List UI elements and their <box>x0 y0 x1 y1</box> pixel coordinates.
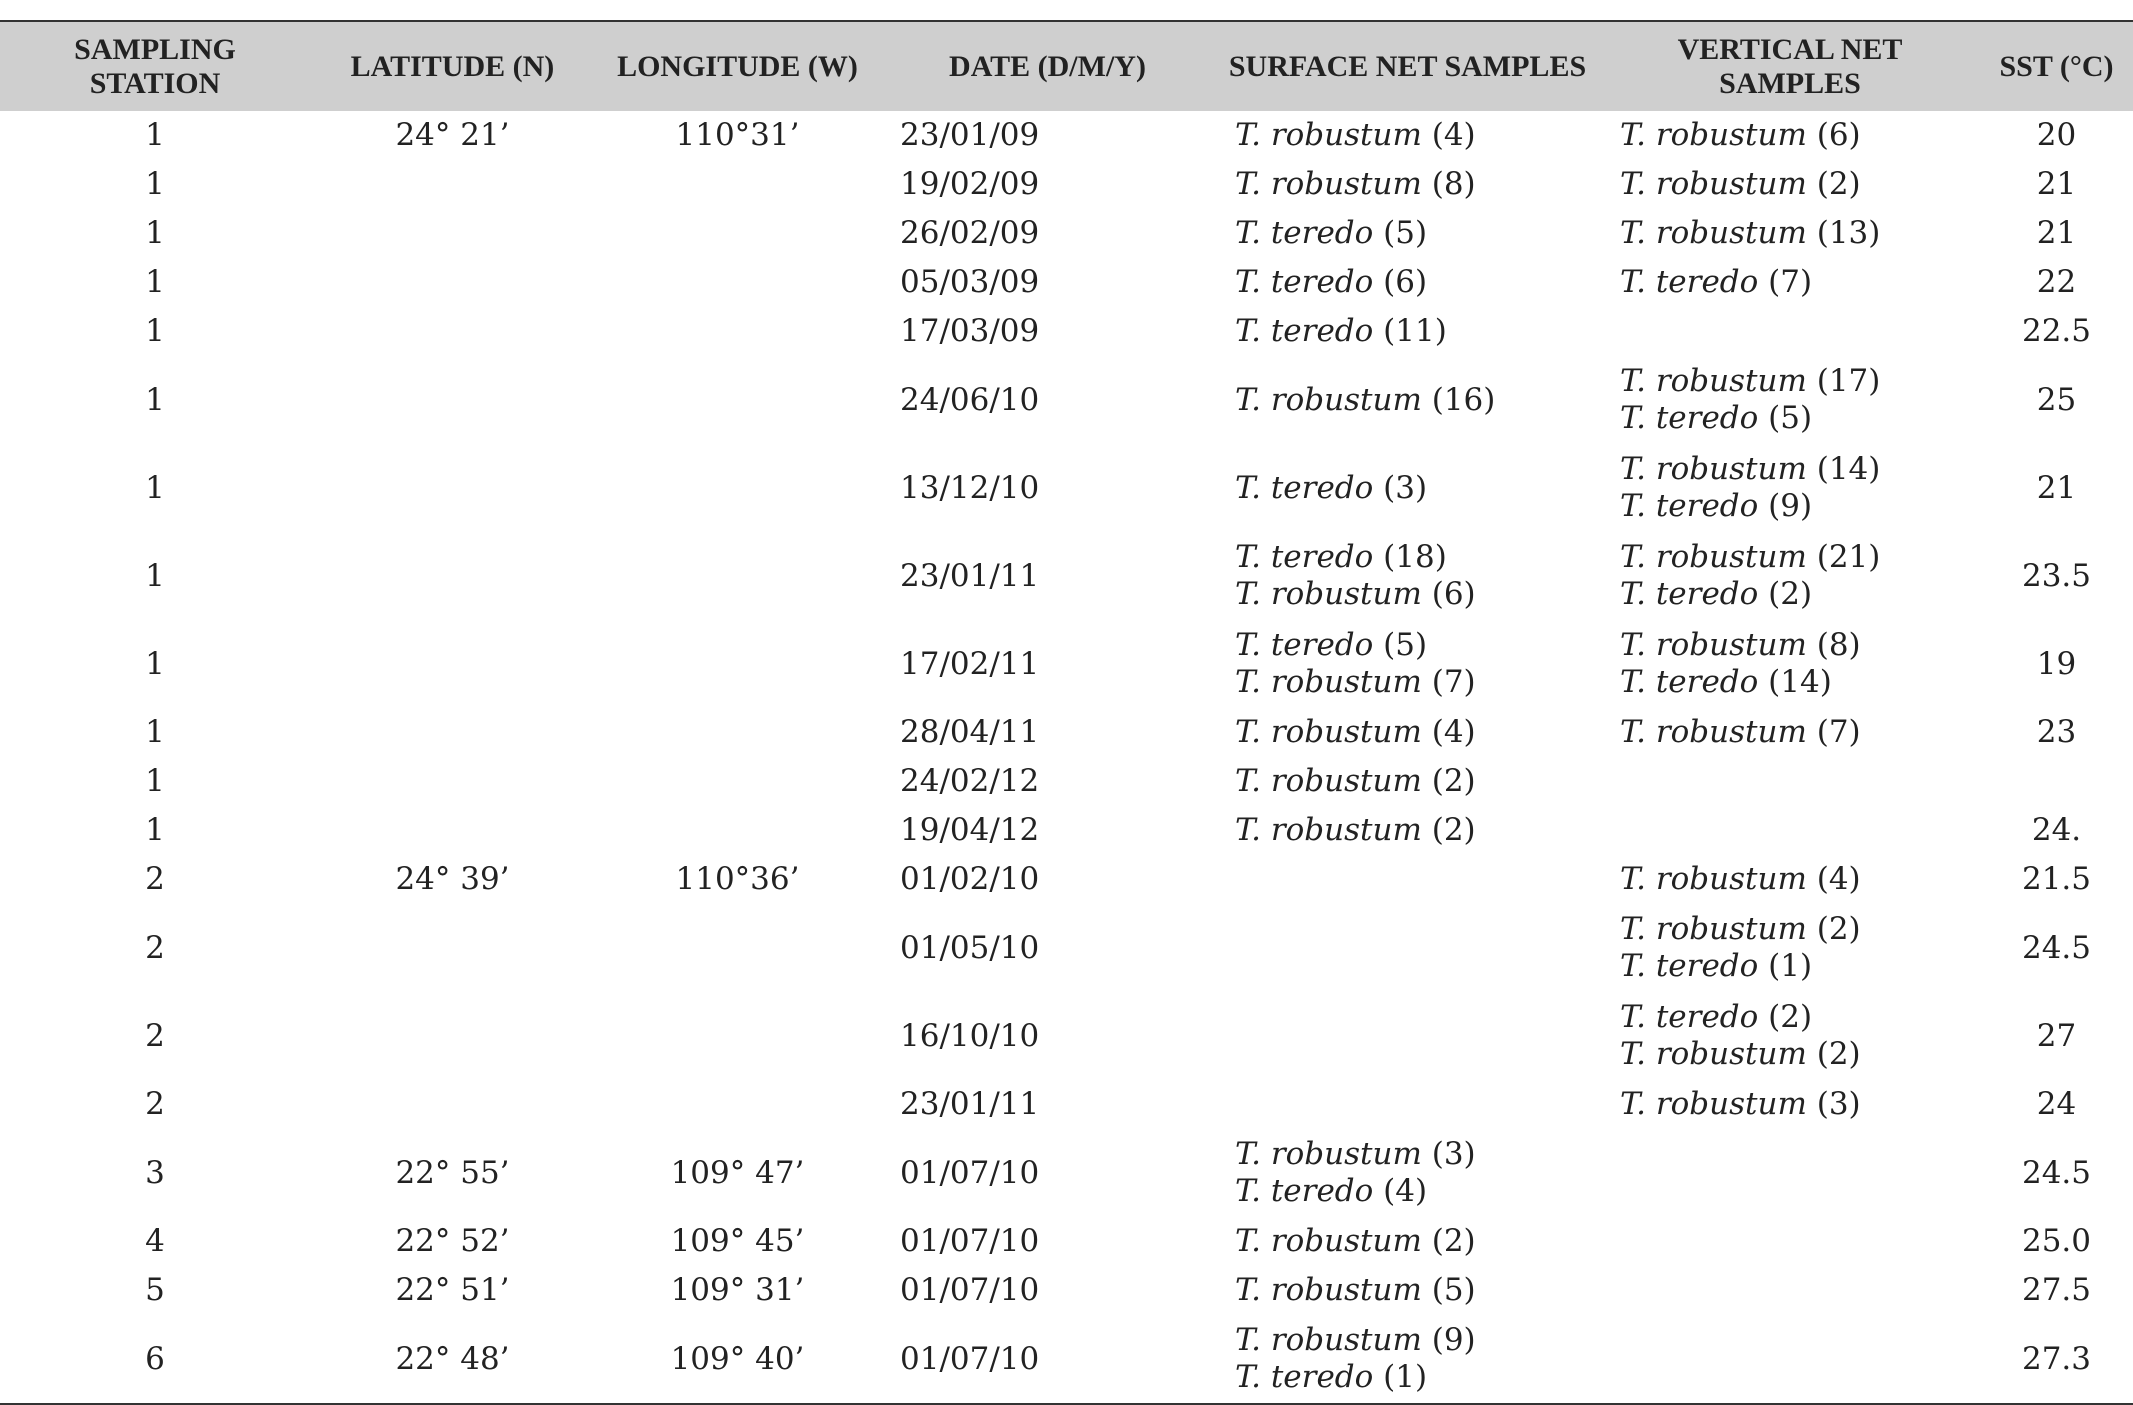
species-name: T. robustum <box>1620 451 1807 487</box>
cell-vertical-samples <box>1600 356 1980 444</box>
table-row <box>0 209 2133 258</box>
cell-surface-samples <box>1215 806 1600 855</box>
species-count: (7) <box>1816 714 1861 750</box>
cell-vertical-samples <box>1600 111 1980 160</box>
species-name: T. teredo <box>1235 469 1374 506</box>
species-entry <box>1620 1036 1970 1073</box>
species-entry <box>1620 117 1970 154</box>
cell-latitude: 22° 52’ <box>395 1223 510 1259</box>
table-row <box>0 904 2133 992</box>
cell-station: 4 <box>145 1223 165 1259</box>
header-row <box>0 22 2133 111</box>
table-row <box>0 855 2133 904</box>
header-sst: SST (°C) <box>1999 49 2114 83</box>
cell-longitude: 110°36’ <box>675 861 800 897</box>
species-name: T. robustum <box>1235 763 1422 799</box>
cell-station: 1 <box>145 166 165 202</box>
cell-longitude <box>595 307 880 356</box>
cell-vertical-samples <box>1600 1129 1980 1217</box>
species-name: T. robustum <box>1235 381 1422 418</box>
table-body <box>0 111 2133 1403</box>
cell-station: 1 <box>145 557 165 594</box>
cell-vertical-samples <box>1600 904 1980 992</box>
cell-vertical-samples <box>1600 160 1980 209</box>
cell-station: 1 <box>145 469 165 506</box>
cell-vertical-samples <box>1600 1315 1980 1403</box>
species-count: (2) <box>1768 576 1813 612</box>
species-entry <box>1235 382 1590 419</box>
species-name: T. teredo <box>1620 488 1759 524</box>
cell-date: 19/02/09 <box>900 166 1040 202</box>
species-name: T. robustum <box>1620 166 1807 202</box>
cell-station: 5 <box>145 1272 165 1308</box>
species-entry <box>1620 215 1970 252</box>
cell-date: 01/07/10 <box>900 1340 1040 1377</box>
cell-sst: 27.5 <box>2021 1272 2092 1308</box>
species-name: T. teredo <box>1235 627 1374 663</box>
species-count: (5) <box>1383 627 1428 663</box>
table-header <box>0 22 2133 111</box>
cell-sst: 20 <box>2036 117 2077 153</box>
cell-longitude <box>595 620 880 708</box>
cell-latitude: 24° 21’ <box>395 117 510 153</box>
cell-sst: 19 <box>2036 645 2077 682</box>
species-count: (2) <box>1431 763 1476 799</box>
species-name: T. robustum <box>1235 1136 1422 1172</box>
species-entry <box>1620 714 1970 751</box>
cell-date: 23/01/11 <box>900 557 1040 594</box>
cell-sst: 22 <box>2036 264 2077 300</box>
species-count: (4) <box>1431 117 1476 153</box>
species-name: T. teredo <box>1235 1173 1374 1209</box>
cell-vertical-samples <box>1600 806 1980 855</box>
sampling-table <box>0 22 2133 1403</box>
cell-longitude: 109° 45’ <box>670 1223 805 1259</box>
species-entry <box>1620 166 1970 203</box>
cell-date: 05/03/09 <box>900 264 1040 300</box>
cell-surface-samples <box>1215 1217 1600 1266</box>
species-count: (4) <box>1383 1173 1428 1209</box>
species-name: T. robustum <box>1620 861 1807 897</box>
species-name: T. robustum <box>1235 117 1422 153</box>
species-name: T. teredo <box>1620 400 1759 436</box>
cell-date: 01/07/10 <box>900 1223 1040 1259</box>
cell-date: 26/02/09 <box>900 215 1040 251</box>
table-row <box>0 111 2133 160</box>
species-name: T. robustum <box>1620 1086 1807 1122</box>
species-entry <box>1620 861 1970 898</box>
table-row <box>0 1080 2133 1129</box>
species-count: (1) <box>1383 1359 1428 1395</box>
cell-date: 01/05/10 <box>900 929 1040 966</box>
cell-latitude <box>310 757 595 806</box>
cell-surface-samples <box>1215 1129 1600 1217</box>
cell-date: 17/02/11 <box>900 645 1040 682</box>
header-station: SAMPLING STATION <box>74 32 236 100</box>
table-row <box>0 806 2133 855</box>
cell-sst: 21 <box>2036 215 2077 251</box>
cell-surface-samples <box>1215 708 1600 757</box>
cell-longitude <box>595 258 880 307</box>
species-entry <box>1620 911 1970 948</box>
species-count: (9) <box>1431 1322 1476 1358</box>
cell-latitude <box>310 992 595 1080</box>
data-table-container <box>0 20 2133 1405</box>
table-row <box>0 1217 2133 1266</box>
cell-sst: 25.0 <box>2021 1223 2092 1259</box>
cell-sst: 22.5 <box>2021 313 2092 349</box>
species-count: (7) <box>1768 264 1813 300</box>
table-row <box>0 532 2133 620</box>
species-name: T. teredo <box>1620 664 1759 700</box>
species-entry <box>1235 264 1590 301</box>
cell-date: 28/04/11 <box>900 714 1040 750</box>
species-count: (2) <box>1816 1036 1861 1072</box>
cell-surface-samples <box>1215 992 1600 1080</box>
cell-longitude <box>595 209 880 258</box>
species-count: (9) <box>1768 488 1813 524</box>
species-entry <box>1235 1359 1590 1396</box>
cell-latitude <box>310 307 595 356</box>
cell-sst: 24. <box>2031 812 2082 848</box>
species-name: T. robustum <box>1620 627 1807 663</box>
cell-longitude: 110°31’ <box>675 117 800 153</box>
species-count: (11) <box>1383 313 1447 349</box>
species-entry <box>1235 627 1590 664</box>
species-entry <box>1235 763 1590 800</box>
cell-longitude: 109° 47’ <box>670 1154 805 1191</box>
cell-surface-samples <box>1215 356 1600 444</box>
species-name: T. robustum <box>1235 714 1422 750</box>
species-entry <box>1620 576 1970 613</box>
species-count: (6) <box>1431 576 1476 612</box>
species-entry <box>1620 488 1970 525</box>
cell-latitude <box>310 532 595 620</box>
cell-surface-samples <box>1215 444 1600 532</box>
cell-sst: 24.5 <box>2021 1154 2092 1191</box>
cell-surface-samples <box>1215 209 1600 258</box>
species-entry <box>1620 539 1970 576</box>
species-name: T. robustum <box>1620 714 1807 750</box>
header-surface-net: SURFACE NET SAMPLES <box>1228 49 1587 83</box>
species-entry <box>1235 470 1590 507</box>
cell-latitude <box>310 258 595 307</box>
species-name: T. robustum <box>1235 1272 1422 1308</box>
species-entry <box>1620 948 1970 985</box>
species-entry <box>1620 627 1970 664</box>
cell-sst: 21 <box>2036 166 2077 202</box>
species-entry <box>1235 1322 1590 1359</box>
cell-station: 1 <box>145 117 165 153</box>
species-name: T. teredo <box>1235 215 1374 251</box>
species-entry <box>1235 812 1590 849</box>
cell-longitude <box>595 1080 880 1129</box>
table-row <box>0 160 2133 209</box>
species-entry <box>1235 313 1590 350</box>
cell-vertical-samples <box>1600 620 1980 708</box>
species-count: (8) <box>1431 166 1476 202</box>
species-name: T. robustum <box>1620 215 1807 251</box>
species-name: T. robustum <box>1235 1223 1422 1259</box>
cell-latitude: 24° 39’ <box>395 861 510 897</box>
cell-longitude <box>595 757 880 806</box>
header-date: DATE (D/M/Y) <box>949 49 1146 83</box>
species-count: (6) <box>1383 264 1428 300</box>
table-row <box>0 1129 2133 1217</box>
cell-surface-samples <box>1215 258 1600 307</box>
species-count: (5) <box>1383 215 1428 251</box>
cell-date: 01/02/10 <box>900 861 1040 897</box>
cell-surface-samples <box>1215 1266 1600 1315</box>
species-entry <box>1235 539 1590 576</box>
cell-latitude <box>310 444 595 532</box>
species-count: (2) <box>1816 911 1861 947</box>
cell-sst: 23 <box>2036 714 2077 750</box>
table-row <box>0 1315 2133 1403</box>
species-name: T. teredo <box>1235 539 1374 575</box>
cell-vertical-samples <box>1600 1080 1980 1129</box>
species-name: T. robustum <box>1235 576 1422 612</box>
table-row <box>0 757 2133 806</box>
cell-sst: 24 <box>2036 1086 2077 1122</box>
species-count: (2) <box>1431 1223 1476 1259</box>
species-count: (2) <box>1768 999 1813 1035</box>
cell-station: 1 <box>145 763 165 799</box>
species-count: (16) <box>1431 381 1496 418</box>
species-name: T. teredo <box>1235 264 1374 300</box>
cell-longitude: 109° 31’ <box>670 1272 805 1308</box>
cell-vertical-samples <box>1600 258 1980 307</box>
cell-sst: 27.3 <box>2021 1340 2092 1377</box>
species-entry <box>1620 400 1970 437</box>
cell-vertical-samples <box>1600 444 1980 532</box>
species-count: (2) <box>1816 166 1861 202</box>
cell-vertical-samples <box>1600 532 1980 620</box>
species-name: T. robustum <box>1235 812 1422 848</box>
cell-sst: 23.5 <box>2021 557 2092 594</box>
species-count: (5) <box>1768 400 1813 436</box>
table-row <box>0 444 2133 532</box>
table-row <box>0 356 2133 444</box>
header-longitude: LONGITUDE (W) <box>617 49 858 83</box>
cell-date: 24/06/10 <box>900 381 1040 418</box>
cell-latitude: 22° 55’ <box>395 1154 510 1191</box>
species-count: (2) <box>1431 812 1476 848</box>
cell-longitude <box>595 904 880 992</box>
cell-date: 01/07/10 <box>900 1154 1040 1191</box>
cell-vertical-samples <box>1600 757 1980 806</box>
cell-station: 1 <box>145 313 165 349</box>
cell-latitude <box>310 356 595 444</box>
species-name: T. robustum <box>1235 166 1422 202</box>
cell-longitude <box>595 356 880 444</box>
cell-station: 2 <box>145 929 165 966</box>
species-entry <box>1235 166 1590 203</box>
cell-longitude <box>595 708 880 757</box>
cell-surface-samples <box>1215 160 1600 209</box>
cell-vertical-samples <box>1600 855 1980 904</box>
species-entry <box>1235 117 1590 154</box>
cell-station: 1 <box>145 215 165 251</box>
species-count: (13) <box>1816 215 1881 251</box>
cell-date: 23/01/09 <box>900 117 1040 153</box>
species-name: T. robustum <box>1620 539 1807 575</box>
cell-latitude <box>310 708 595 757</box>
cell-station: 1 <box>145 381 165 418</box>
species-entry <box>1235 664 1590 701</box>
species-name: T. teredo <box>1620 576 1759 612</box>
cell-date: 13/12/10 <box>900 469 1040 506</box>
table-row <box>0 258 2133 307</box>
cell-sst: 27 <box>2036 1017 2077 1054</box>
cell-latitude <box>310 1080 595 1129</box>
cell-surface-samples <box>1215 1080 1600 1129</box>
table-row <box>0 307 2133 356</box>
cell-vertical-samples <box>1600 1266 1980 1315</box>
cell-latitude <box>310 209 595 258</box>
cell-station: 1 <box>145 714 165 750</box>
cell-sst <box>1980 757 2133 806</box>
cell-station: 2 <box>145 1086 165 1122</box>
species-name: T. teredo <box>1620 999 1759 1035</box>
species-name: T. robustum <box>1235 664 1422 700</box>
species-count: (5) <box>1431 1272 1476 1308</box>
species-entry <box>1235 1173 1590 1210</box>
species-entry <box>1620 664 1970 701</box>
species-entry <box>1620 451 1970 488</box>
species-count: (4) <box>1431 714 1476 750</box>
cell-surface-samples <box>1215 1315 1600 1403</box>
cell-vertical-samples <box>1600 209 1980 258</box>
cell-station: 1 <box>145 645 165 682</box>
species-name: T. robustum <box>1620 1036 1807 1072</box>
species-entry <box>1620 264 1970 301</box>
species-count: (3) <box>1383 469 1428 506</box>
species-entry <box>1620 363 1970 400</box>
cell-vertical-samples <box>1600 992 1980 1080</box>
cell-longitude <box>595 160 880 209</box>
cell-latitude <box>310 620 595 708</box>
cell-station: 2 <box>145 1017 165 1054</box>
species-entry <box>1235 1223 1590 1260</box>
cell-date: 23/01/11 <box>900 1086 1040 1122</box>
species-count: (3) <box>1816 1086 1861 1122</box>
cell-surface-samples <box>1215 111 1600 160</box>
cell-longitude <box>595 806 880 855</box>
cell-latitude <box>310 806 595 855</box>
cell-surface-samples <box>1215 620 1600 708</box>
species-count: (14) <box>1768 664 1832 700</box>
cell-vertical-samples <box>1600 307 1980 356</box>
cell-sst: 21.5 <box>2021 861 2092 897</box>
cell-date: 01/07/10 <box>900 1272 1040 1308</box>
cell-latitude: 22° 51’ <box>395 1272 510 1308</box>
cell-station: 3 <box>145 1154 165 1191</box>
species-entry <box>1235 1272 1590 1309</box>
species-count: (3) <box>1431 1136 1476 1172</box>
table-row <box>0 708 2133 757</box>
species-count: (6) <box>1816 117 1861 153</box>
cell-latitude: 22° 48’ <box>395 1340 510 1377</box>
header-latitude: LATITUDE (N) <box>350 49 555 83</box>
species-count: (8) <box>1816 627 1861 663</box>
cell-date: 17/03/09 <box>900 313 1040 349</box>
cell-vertical-samples <box>1600 708 1980 757</box>
cell-station: 1 <box>145 264 165 300</box>
table-row <box>0 620 2133 708</box>
cell-sst: 21 <box>2036 469 2077 506</box>
cell-surface-samples <box>1215 307 1600 356</box>
table-row <box>0 992 2133 1080</box>
species-entry <box>1235 215 1590 252</box>
cell-station: 6 <box>145 1340 165 1377</box>
header-vertical-net: VERTICAL NET SAMPLES <box>1677 32 1903 100</box>
cell-date: 24/02/12 <box>900 763 1040 799</box>
species-count: (21) <box>1816 539 1881 575</box>
cell-station: 1 <box>145 812 165 848</box>
species-name: T. teredo <box>1620 264 1759 300</box>
cell-surface-samples <box>1215 855 1600 904</box>
species-entry <box>1620 1086 1970 1123</box>
species-name: T. robustum <box>1620 117 1807 153</box>
cell-date: 19/04/12 <box>900 812 1040 848</box>
species-count: (17) <box>1816 363 1881 399</box>
cell-sst: 25 <box>2036 381 2077 418</box>
cell-longitude <box>595 992 880 1080</box>
cell-sst: 24.5 <box>2021 929 2092 966</box>
species-count: (14) <box>1816 451 1881 487</box>
species-entry <box>1235 576 1590 613</box>
species-name: T. teredo <box>1235 313 1374 349</box>
species-name: T. robustum <box>1235 1322 1422 1358</box>
cell-station: 2 <box>145 861 165 897</box>
species-count: (7) <box>1431 664 1476 700</box>
cell-surface-samples <box>1215 757 1600 806</box>
cell-longitude <box>595 532 880 620</box>
table-row <box>0 1266 2133 1315</box>
cell-vertical-samples <box>1600 1217 1980 1266</box>
species-name: T. robustum <box>1620 911 1807 947</box>
species-name: T. teredo <box>1620 948 1759 984</box>
cell-surface-samples <box>1215 532 1600 620</box>
cell-latitude <box>310 160 595 209</box>
species-count: (18) <box>1383 539 1447 575</box>
species-entry <box>1620 999 1970 1036</box>
cell-longitude <box>595 444 880 532</box>
cell-surface-samples <box>1215 904 1600 992</box>
species-entry <box>1235 1136 1590 1173</box>
species-count: (4) <box>1816 861 1861 897</box>
species-count: (1) <box>1768 948 1813 984</box>
cell-latitude <box>310 904 595 992</box>
cell-date: 16/10/10 <box>900 1017 1040 1054</box>
species-name: T. robustum <box>1620 363 1807 399</box>
cell-longitude: 109° 40’ <box>670 1340 805 1377</box>
species-entry <box>1235 714 1590 751</box>
species-name: T. teredo <box>1235 1359 1374 1395</box>
